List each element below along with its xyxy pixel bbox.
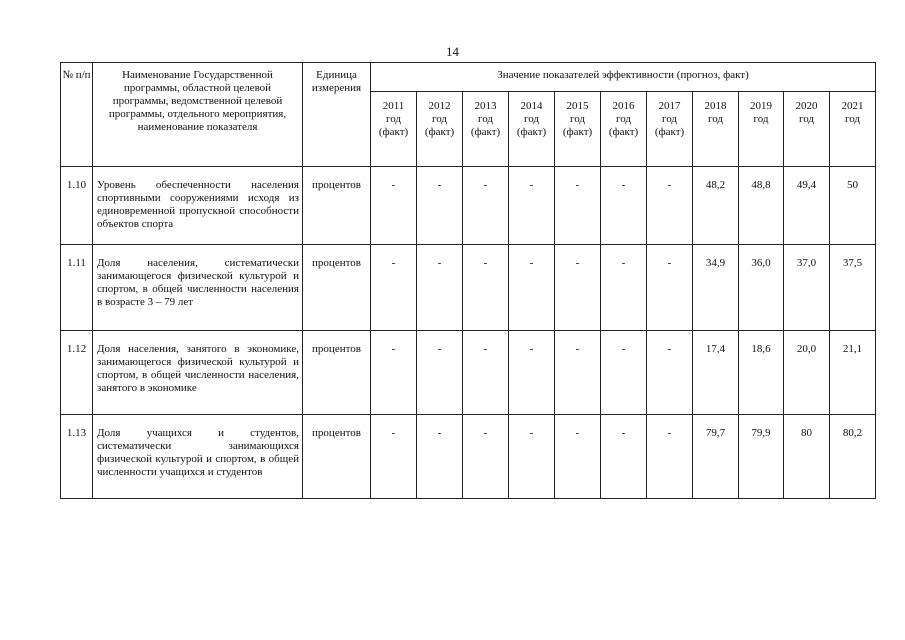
row-value: - xyxy=(371,331,417,415)
row-number: 1.10 xyxy=(61,167,93,245)
row-value: - xyxy=(647,167,693,245)
row-value: 37,5 xyxy=(830,245,876,331)
row-value: - xyxy=(555,331,601,415)
row-unit: процентов xyxy=(303,167,371,245)
header-year-2021: 2021 год xyxy=(830,92,876,167)
row-value: - xyxy=(463,415,509,499)
header-num: № п/п xyxy=(61,63,93,167)
row-indicator-name: Доля населения, занятого в экономике, занимающегося физической культурой и спортом, в общей численности населения, занятого в экономике xyxy=(93,331,303,415)
header-year-2013: 2013 год (факт) xyxy=(463,92,509,167)
row-value: 36,0 xyxy=(739,245,784,331)
row-number: 1.12 xyxy=(61,331,93,415)
row-value: 37,0 xyxy=(784,245,830,331)
row-value: 18,6 xyxy=(739,331,784,415)
page-number: 14 xyxy=(446,44,459,59)
row-value: 17,4 xyxy=(693,331,739,415)
row-value: - xyxy=(601,415,647,499)
row-value: - xyxy=(371,245,417,331)
header-year-2012: 2012 год (факт) xyxy=(417,92,463,167)
header-year-2019: 2019 год xyxy=(739,92,784,167)
header-year-2017: 2017 год (факт) xyxy=(647,92,693,167)
row-value: 79,9 xyxy=(739,415,784,499)
row-value: 50 xyxy=(830,167,876,245)
header-unit: Единица измерения xyxy=(303,63,371,167)
row-unit: процентов xyxy=(303,331,371,415)
row-value: 80,2 xyxy=(830,415,876,499)
row-unit: процентов xyxy=(303,245,371,331)
header-indicators-group: Значение показателей эффективности (прогноз, факт) xyxy=(371,63,876,92)
row-value: 49,4 xyxy=(784,167,830,245)
indicators-table xyxy=(60,62,876,499)
row-value: - xyxy=(417,167,463,245)
row-value: - xyxy=(555,167,601,245)
row-value: - xyxy=(509,331,555,415)
row-value: 80 xyxy=(784,415,830,499)
row-value: - xyxy=(647,245,693,331)
row-value: - xyxy=(417,415,463,499)
row-value: - xyxy=(463,167,509,245)
header-row-top xyxy=(61,63,876,92)
row-value: 48,2 xyxy=(693,167,739,245)
row-value: 34,9 xyxy=(693,245,739,331)
row-value: - xyxy=(371,415,417,499)
row-value: 48,8 xyxy=(739,167,784,245)
row-indicator-name: Уровень обеспеченности населения спортивными сооружениями исходя из единовременной пропускной способности объектов спорта xyxy=(93,167,303,245)
row-unit: процентов xyxy=(303,415,371,499)
row-number: 1.13 xyxy=(61,415,93,499)
row-value: - xyxy=(647,415,693,499)
header-year-2014: 2014 год (факт) xyxy=(509,92,555,167)
row-value: - xyxy=(509,415,555,499)
header-year-2011: 2011 год (факт) xyxy=(371,92,417,167)
row-value: - xyxy=(509,245,555,331)
row-value: - xyxy=(417,245,463,331)
row-value: - xyxy=(555,415,601,499)
table-row xyxy=(61,415,876,499)
row-number: 1.11 xyxy=(61,245,93,331)
row-value: - xyxy=(417,331,463,415)
row-indicator-name: Доля населения, систематически занимающегося физической культурой и спортом, в общей численности населения в возрасте 3 – 79 лет xyxy=(93,245,303,331)
row-value: - xyxy=(601,245,647,331)
row-value: - xyxy=(601,167,647,245)
row-value: - xyxy=(509,167,555,245)
header-year-2016: 2016 год (факт) xyxy=(601,92,647,167)
header-year-2015: 2015 год (факт) xyxy=(555,92,601,167)
table-row xyxy=(61,331,876,415)
row-value: - xyxy=(463,245,509,331)
header-year-2020: 2020 год xyxy=(784,92,830,167)
table-row xyxy=(61,245,876,331)
table-row xyxy=(61,167,876,245)
row-value: 21,1 xyxy=(830,331,876,415)
header-name: Наименование Государственной программы, областной целевой программы, ведомственной целевой программы, отдельного мероприятия, наименование показателя xyxy=(93,63,303,167)
row-value: - xyxy=(463,331,509,415)
row-value: 20,0 xyxy=(784,331,830,415)
row-value: - xyxy=(555,245,601,331)
row-indicator-name: Доля учащихся и студентов, систематически занимающихся физической культурой и спортом, в общей численности учащихся и студентов xyxy=(93,415,303,499)
row-value: 79,7 xyxy=(693,415,739,499)
header-year-2018: 2018 год xyxy=(693,92,739,167)
row-value: - xyxy=(601,331,647,415)
row-value: - xyxy=(371,167,417,245)
row-value: - xyxy=(647,331,693,415)
